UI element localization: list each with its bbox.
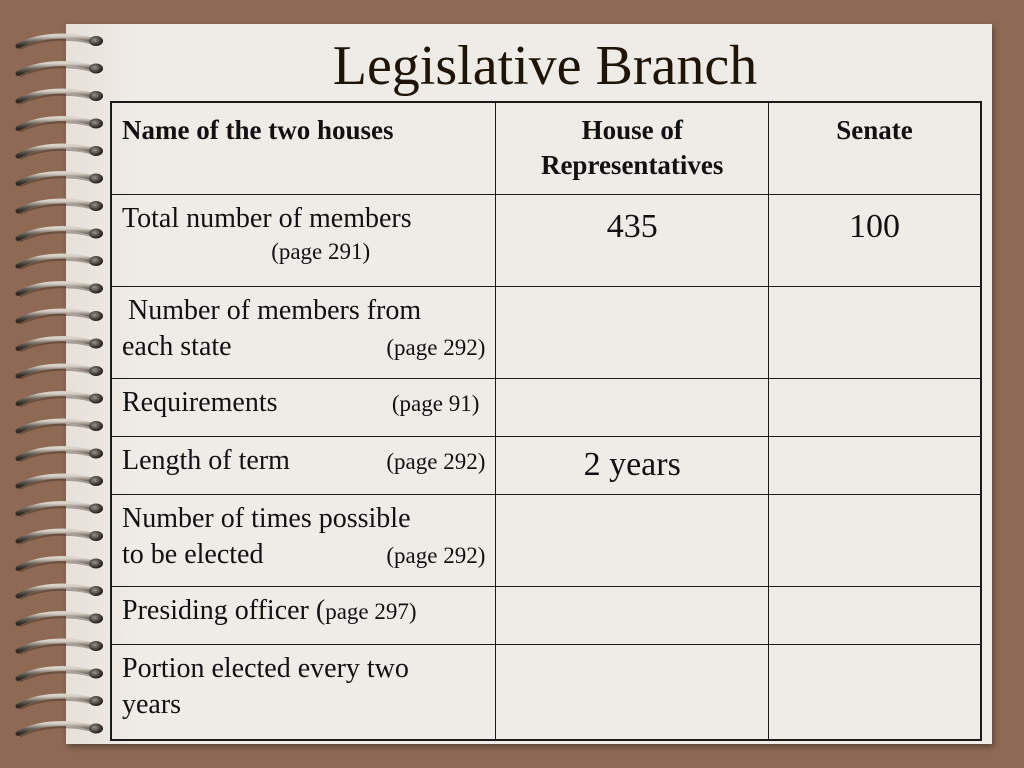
binder-hole <box>89 669 103 679</box>
binder-hole <box>89 366 103 376</box>
house-requirements[interactable] <box>496 378 769 436</box>
header-house <box>496 102 769 194</box>
row-label-text-line2: years <box>122 688 182 720</box>
house-length-of-term: 2 years <box>496 436 769 494</box>
house-presiding-officer[interactable] <box>496 586 769 644</box>
row-label-presiding-officer <box>111 586 496 644</box>
binder-hole <box>89 559 103 569</box>
page-reference: (page 292) <box>386 334 486 360</box>
binder-hole <box>89 394 103 404</box>
senate-length-of-term[interactable] <box>769 436 982 494</box>
page-reference: (page 292) <box>386 448 486 474</box>
page-reference: page 297) <box>325 598 417 624</box>
row-label-text: Length of term <box>122 444 290 476</box>
binder-hole <box>89 91 103 101</box>
senate-requirements[interactable] <box>769 378 982 436</box>
house-times-elected[interactable] <box>496 494 769 586</box>
page-reference: (page 91) <box>391 390 480 416</box>
house-portion-elected[interactable] <box>496 644 769 740</box>
row-label-members-per-state <box>111 286 496 378</box>
senate-presiding-officer[interactable] <box>769 586 982 644</box>
table-row <box>111 436 981 494</box>
binder-hole <box>89 201 103 211</box>
senate-portion-elected[interactable] <box>769 644 982 740</box>
binder-hole <box>89 284 103 294</box>
binder-hole <box>89 36 103 46</box>
page-reference: (page 291) <box>271 238 371 264</box>
row-label-requirements <box>111 378 496 436</box>
row-label-text: Presiding officer ( <box>122 594 326 626</box>
binder-hole <box>89 614 103 624</box>
senate-total-members: 100 <box>769 194 982 286</box>
row-label-text: Requirements <box>122 386 278 418</box>
binder-hole <box>89 421 103 431</box>
spiral-binding-icon <box>0 0 120 768</box>
binder-hole <box>89 174 103 184</box>
binder-hole <box>89 531 103 541</box>
binder-hole <box>89 724 103 734</box>
binder-hole <box>89 476 103 486</box>
binder-hole <box>89 119 103 129</box>
row-label-text: Total number of members <box>122 202 412 234</box>
row-label-text: Number of members from <box>128 294 422 326</box>
row-label-text-line2: each state <box>122 330 232 362</box>
header-senate: Senate <box>769 102 982 194</box>
binder-hole <box>89 311 103 321</box>
house-members-per-state[interactable] <box>496 286 769 378</box>
row-label-text: Portion elected every two <box>122 652 409 684</box>
table-row <box>111 286 981 378</box>
table-row <box>111 586 981 644</box>
binder-hole <box>89 339 103 349</box>
slide-title: Legislative Branch <box>332 35 758 97</box>
row-label-portion-elected <box>111 644 496 740</box>
table-row <box>111 378 981 436</box>
table-row <box>111 494 981 586</box>
binder-hole <box>89 504 103 514</box>
binder-hole <box>89 586 103 596</box>
row-label-times-elected <box>111 494 496 586</box>
binder-hole <box>89 64 103 74</box>
senate-members-per-state[interactable] <box>769 286 982 378</box>
header-row-label: Name of the two houses <box>111 102 496 194</box>
header-house-line2: Representatives <box>540 150 724 181</box>
page-reference: (page 292) <box>386 542 486 568</box>
senate-times-elected[interactable] <box>769 494 982 586</box>
house-total-members: 435 <box>496 194 769 286</box>
table-row <box>111 194 981 286</box>
row-label-total-members <box>111 194 496 286</box>
header-house-line1: House of <box>581 115 683 145</box>
table-header-row <box>111 102 981 194</box>
row-label-text-line2: to be elected <box>122 538 264 570</box>
table-row <box>111 644 981 740</box>
binder-hole <box>89 641 103 651</box>
binder-hole <box>89 256 103 266</box>
binder-hole <box>89 146 103 156</box>
binder-hole <box>89 229 103 239</box>
binder-hole <box>89 696 103 706</box>
legislative-table <box>110 101 982 741</box>
row-label-text: Number of times possible <box>122 502 411 534</box>
row-label-length-of-term <box>111 436 496 494</box>
binder-hole <box>89 449 103 459</box>
